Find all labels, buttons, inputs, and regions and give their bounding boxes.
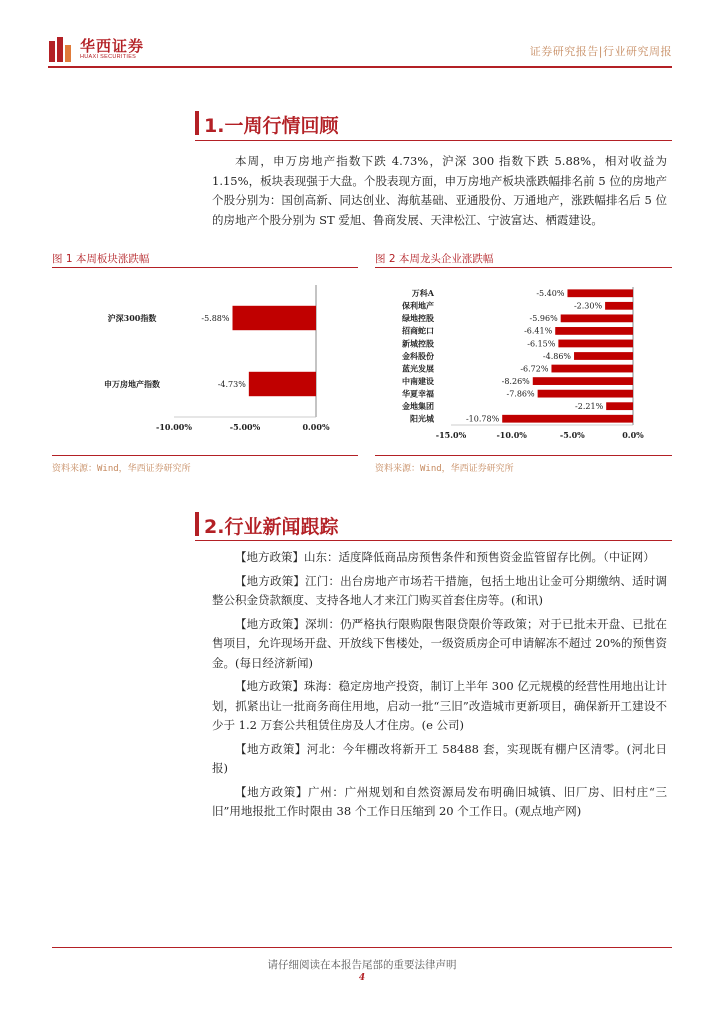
news-item: 【地方政策】珠海：稳定房地产投资，制订上半年 300 亿元规模的经营性用地出让计划，抓紧出让一批商务商住用地，启动一批“三旧”改造城市更新项目，确保新开工建设不少于 1.2 万套公共租赁住房及人才住房。(e 公司) (212, 679, 667, 732)
section-1-marker (195, 111, 199, 135)
bar-6 (551, 365, 633, 373)
news-item: 【地方政策】广州：广州规划和自然资源局发布明确旧城镇、旧厂房、旧村庄“三旧”用地报批工作时限由 38 个工作日压缩到 20 个工作日。(观点地产网) (212, 784, 667, 818)
huaxi-logo-icon (49, 37, 73, 62)
category-label: 新城控股 (402, 338, 434, 349)
report-type-label: 证券研究报告|行业研究周报 (529, 45, 672, 58)
logo-chinese-name: 华西证券 (80, 37, 145, 55)
figure-1-rule (52, 267, 358, 268)
bar-3 (555, 327, 633, 335)
x-tick-label: -15.0% (435, 430, 467, 440)
bar-8 (538, 390, 633, 398)
category-label: 金地集团 (402, 400, 434, 411)
news-list (212, 548, 667, 826)
leading-companies-chart (375, 270, 672, 450)
bar-value-label: -2.21% (575, 401, 604, 411)
bar-value-label: -4.73% (217, 379, 246, 389)
footer-divider (52, 947, 672, 948)
category-label: 万科A (411, 288, 434, 299)
bar-4 (558, 340, 633, 348)
bar-0 (233, 306, 316, 330)
header-divider (48, 66, 672, 68)
x-tick-label: 0.00% (302, 422, 330, 432)
bar-0 (567, 289, 633, 297)
figure-2-bottom-rule (375, 455, 672, 456)
bar-value-label: -5.96% (529, 314, 558, 324)
bar-value-label: -4.86% (542, 351, 572, 361)
sector-change-chart (52, 270, 358, 450)
category-label: 阳光城 (410, 413, 434, 424)
figure-2-title: 图 2 本周龙头企业涨跌幅 (375, 253, 494, 265)
bar-1 (249, 372, 316, 396)
bar-value-label: -6.15% (527, 339, 556, 349)
x-tick-label: 0.0% (622, 430, 644, 440)
bar-value-label: -5.40% (536, 289, 565, 299)
section-1-rule (195, 140, 672, 141)
bar-5 (574, 352, 633, 360)
figure-1-bottom-rule (52, 455, 358, 456)
category-label: 沪深300指数 (107, 312, 157, 323)
figure-2-source: 资料来源：Wind，华西证券研究所 (375, 464, 514, 474)
bar-2 (561, 314, 633, 322)
bar-value-label: -2.30% (573, 301, 603, 311)
category-label: 华夏幸福 (402, 388, 434, 399)
legal-disclaimer-notice: 请仔细阅读在本报告尾部的重要法律声明 (267, 959, 457, 971)
category-label: 中南建设 (402, 375, 434, 386)
logo-english-name: HUAXI SECURITIES (80, 54, 137, 60)
section-2-title: 2.行业新闻跟踪 (204, 516, 339, 538)
category-label: 蓝光发展 (402, 363, 434, 374)
bar-7 (533, 377, 633, 385)
section-2-marker (195, 512, 199, 536)
bar-1 (605, 302, 633, 310)
x-tick-label: -5.00% (229, 422, 261, 432)
section-1-title: 1.一周行情回顾 (204, 115, 339, 137)
category-label: 绿地控股 (402, 313, 434, 324)
section-2-rule (195, 540, 672, 541)
bar-value-label: -7.86% (506, 389, 535, 399)
page-number: 4 (358, 973, 366, 983)
bar-value-label: -8.26% (501, 376, 530, 386)
figure-1-title: 图 1 本周板块涨跌幅 (52, 253, 150, 265)
bar-value-label: -6.72% (520, 364, 549, 374)
category-label: 招商蛇口 (402, 325, 434, 336)
category-label: 金科股份 (402, 350, 434, 361)
bar-value-label: -5.88% (201, 313, 230, 323)
figure-1-source: 资料来源：Wind，华西证券研究所 (52, 464, 191, 474)
x-tick-label: -5.0% (559, 430, 585, 440)
news-item: 【地方政策】山东：适度降低商品房预售条件和预售资金监管留存比例。（中证网） (235, 550, 655, 564)
figure-2-rule (375, 267, 672, 268)
bar-value-label: -10.78% (465, 414, 500, 424)
news-item: 【地方政策】江门：出台房地产市场若干措施，包括土地出让金可分期缴纳、适时调整公积金贷款额度、支持各地人才来江门购买首套住房等。(和讯) (212, 573, 667, 607)
bar-10 (502, 415, 633, 423)
category-label: 申万房地产指数 (104, 378, 160, 389)
news-item: 【地方政策】深圳：仍严格执行限购限售限贷限价等政策；对于已批未开盘、已批在售项目，允许现场开盘、开放线下售楼处，一级资质房企可申请解冻不超过 20%的预售资金。(每日经济新闻) (212, 616, 667, 670)
bar-9 (606, 402, 633, 410)
category-label: 保利地产 (402, 300, 434, 311)
news-item: 【地方政策】河北：今年棚改将新开工 58488 套，实现既有棚户区清零。(河北日报) (212, 741, 667, 775)
x-tick-label: -10.0% (496, 430, 527, 440)
market-review-paragraph: 本周，申万房地产指数下跌 4.73%，沪深 300 指数下跌 5.88%，相对收益为 1.15%，板块表现强于大盘。个股表现方面，申万房地产板块涨跌幅排名前 5 位的房地产个股分别为：国创高新、同达创业、海航基础、亚通股份、万通地产，涨跌幅排名后 5 位的房地产个股分别为 ST 爱旭、鲁商发展、天津松江、宁波富达、栖霞建设。 (212, 154, 667, 227)
bar-value-label: -6.41% (524, 326, 553, 336)
x-tick-label: -10.00% (156, 422, 192, 432)
